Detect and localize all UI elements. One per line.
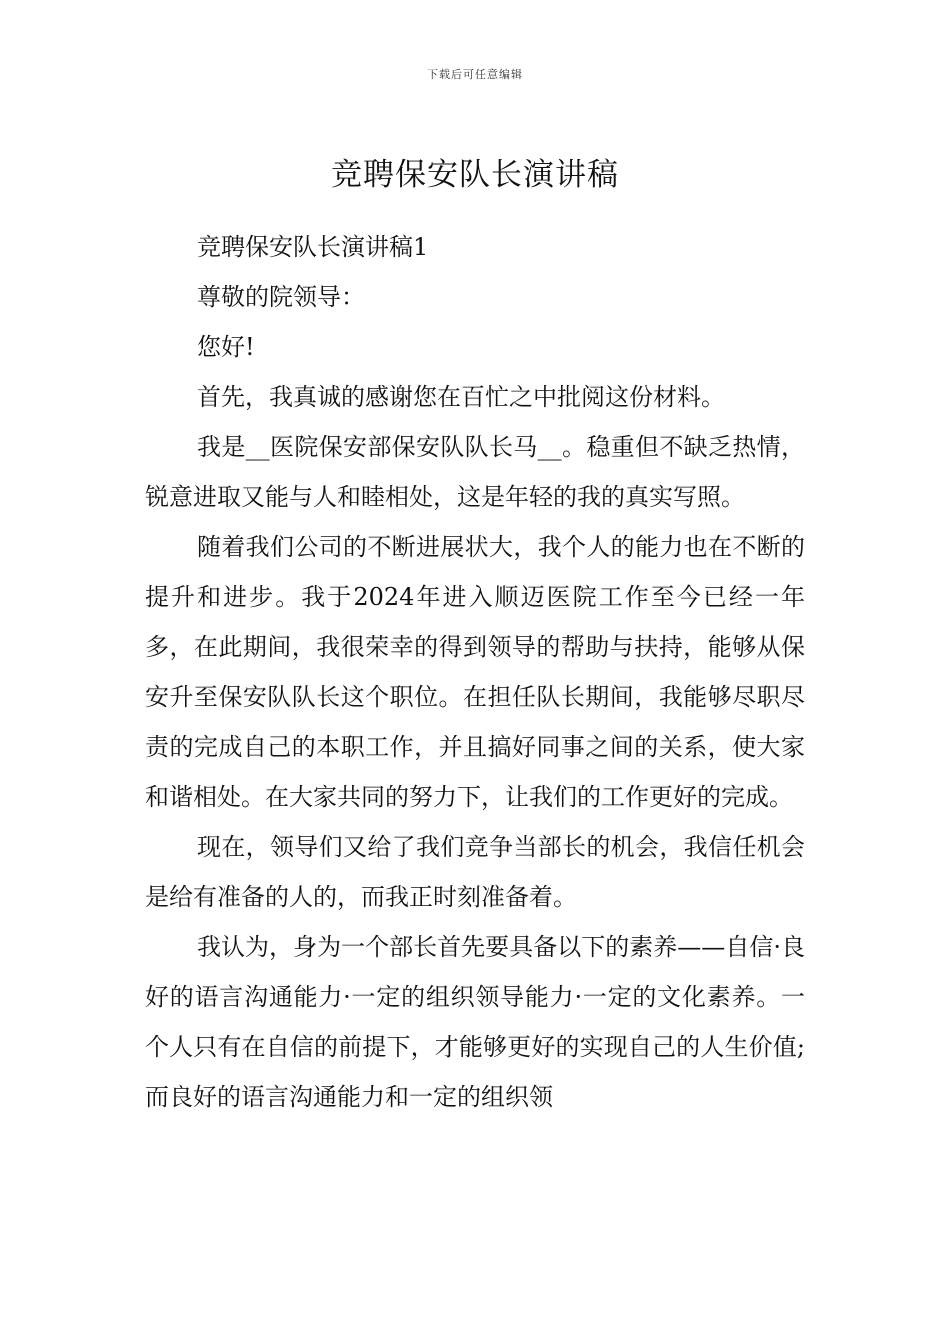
paragraph-qualities: 我认为，身为一个部长首先要具备以下的素养——自信·良好的语言沟通能力·一定的组织领导能力·一定的文化素养。一个人只有在自信的前提下，才能够更好的实现自己的人生价值;而良好的语言沟通能力和一定的组织领 xyxy=(145,933,805,1111)
document-title: 竞聘保安队长演讲稿 xyxy=(331,156,619,193)
document-body xyxy=(145,222,805,1122)
paragraph-heading: 竞聘保安队长演讲稿1 xyxy=(197,233,429,261)
paragraph-greeting: 您好! xyxy=(197,333,255,361)
paragraph-thanks: 首先，我真诚的感谢您在百忙之中批阅这份材料。 xyxy=(197,383,725,411)
paragraph-salutation: 尊敬的院领导： xyxy=(197,283,365,311)
header-note: 下载后可任意编辑 xyxy=(427,68,523,81)
paragraph-self-intro: 我是__医院保安部保安队队长马__。稳重但不缺乏热情，锐意进取又能与人和睦相处，这是年轻的我的真实写照。 xyxy=(145,433,805,511)
paragraph-experience: 随着我们公司的不断进展状大，我个人的能力也在不断的提升和进步。我于2024年进入顺迈医院工作至今已经一年多，在此期间，我很荣幸的得到领导的帮助与扶持，能够从保安升至保安队队长这个职位。在担任队长期间，我能够尽职尽责的完成自己的本职工作，并且搞好同事之间的关系，使大家和谐相处。在大家共同的努力下，让我们的工作更好的完成。 xyxy=(145,533,805,811)
paragraph-opportunity: 现在，领导们又给了我们竞争当部长的机会，我信任机会是给有准备的人的，而我正时刻准备着。 xyxy=(145,833,805,911)
